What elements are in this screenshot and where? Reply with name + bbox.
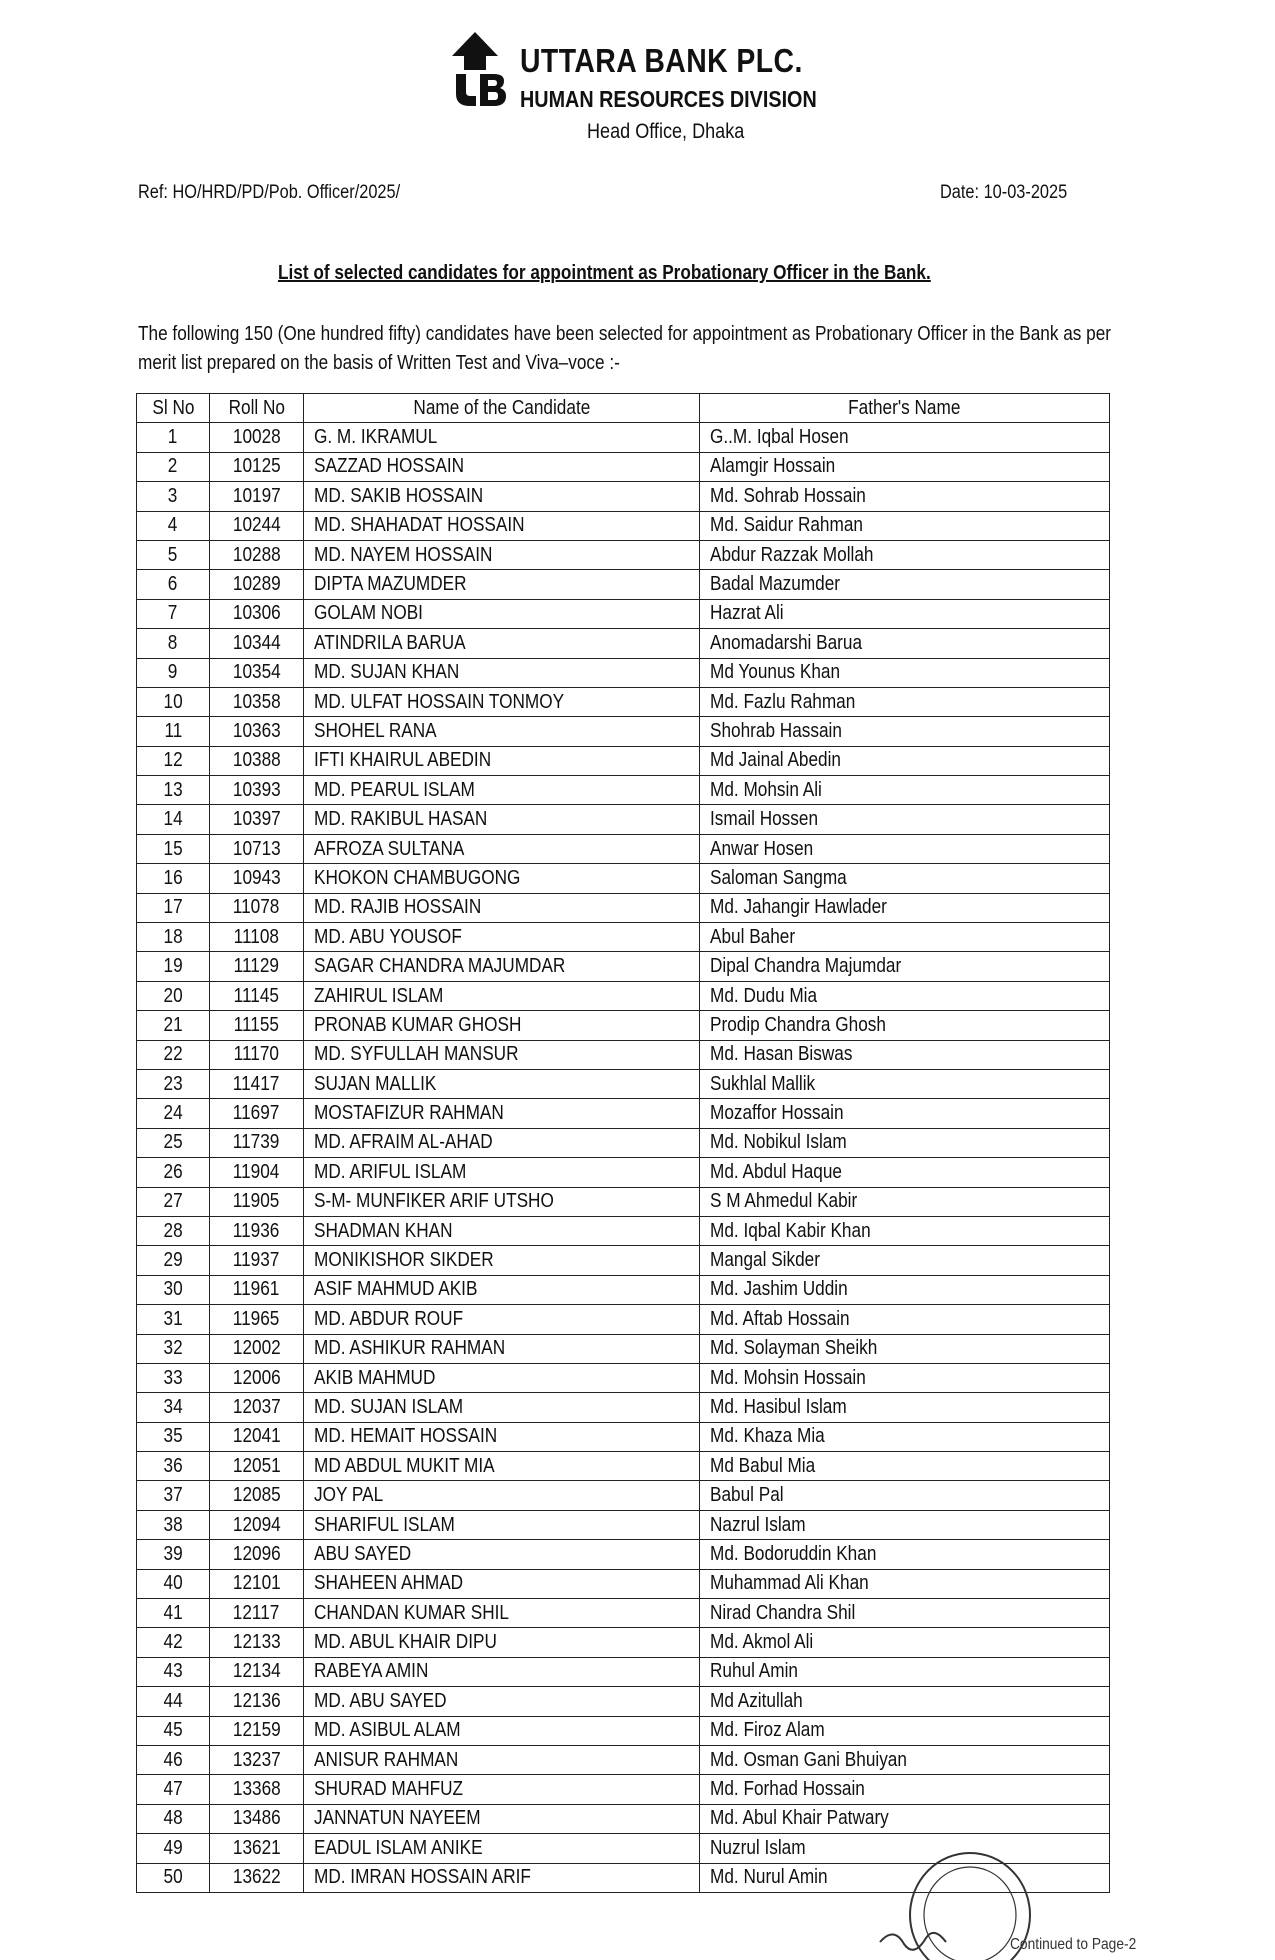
- division-name: HUMAN RESOURCES DIVISION: [520, 86, 817, 112]
- list-title: List of selected candidates for appointment as Probationary Officer in the Bank.: [278, 262, 931, 284]
- cell-roll-no: 11145: [210, 981, 304, 1010]
- cell-fathers-name: S M Ahmedul Kabir: [700, 1187, 1110, 1216]
- cell-roll-no: 10344: [210, 629, 304, 658]
- cell-roll-no: 10028: [210, 423, 304, 452]
- bank-logo-icon: [442, 30, 512, 108]
- table-row: [137, 687, 1110, 716]
- cell-candidate-name: MD. AFRAIM AL-AHAD: [304, 1128, 700, 1157]
- table-row: [137, 893, 1110, 922]
- table-row: [137, 1716, 1110, 1745]
- cell-fathers-name: Md. Osman Gani Bhuiyan: [700, 1745, 1110, 1774]
- cell-fathers-name: Md. Forhad Hossain: [700, 1775, 1110, 1804]
- cell-candidate-name: SHOHEL RANA: [304, 717, 700, 746]
- cell-fathers-name: Mozaffor Hossain: [700, 1099, 1110, 1128]
- table-row: [137, 1305, 1110, 1334]
- cell-sl-no: 35: [137, 1422, 210, 1451]
- cell-fathers-name: Md Jainal Abedin: [700, 746, 1110, 775]
- cell-candidate-name: MD ABDUL MUKIT MIA: [304, 1452, 700, 1481]
- table-row: [137, 717, 1110, 746]
- table-row: [137, 658, 1110, 687]
- cell-sl-no: 40: [137, 1569, 210, 1598]
- cell-sl-no: 29: [137, 1246, 210, 1275]
- cell-sl-no: 22: [137, 1040, 210, 1069]
- table-row: [137, 1569, 1110, 1598]
- cell-fathers-name: Dipal Chandra Majumdar: [700, 952, 1110, 981]
- cell-sl-no: 5: [137, 540, 210, 569]
- cell-fathers-name: Md Younus Khan: [700, 658, 1110, 687]
- intro-paragraph: The following 150 (One hundred fifty) candidates have been selected for appointment as Probationary Officer in the Bank as per merit list prepared on the basis of Written Test and Viva–voce :-: [138, 323, 1112, 374]
- table-row: [137, 746, 1110, 775]
- cell-roll-no: 10363: [210, 717, 304, 746]
- cell-sl-no: 12: [137, 746, 210, 775]
- cell-sl-no: 1: [137, 423, 210, 452]
- cell-candidate-name: AFROZA SULTANA: [304, 834, 700, 863]
- cell-sl-no: 49: [137, 1834, 210, 1863]
- cell-fathers-name: Mangal Sikder: [700, 1246, 1110, 1275]
- cell-roll-no: 12133: [210, 1628, 304, 1657]
- cell-fathers-name: G..M. Iqbal Hosen: [700, 423, 1110, 452]
- cell-fathers-name: Md. Sohrab Hossain: [700, 482, 1110, 511]
- cell-fathers-name: Md. Solayman Sheikh: [700, 1334, 1110, 1363]
- cell-sl-no: 50: [137, 1863, 210, 1892]
- table-row: [137, 1657, 1110, 1686]
- cell-candidate-name: MD. HEMAIT HOSSAIN: [304, 1422, 700, 1451]
- table-row: [137, 423, 1110, 452]
- cell-fathers-name: Sukhlal Mallik: [700, 1069, 1110, 1098]
- cell-sl-no: 43: [137, 1657, 210, 1686]
- header-fathers-name: Father's Name: [700, 394, 1110, 423]
- table-row: [137, 1510, 1110, 1539]
- cell-candidate-name: ABU SAYED: [304, 1540, 700, 1569]
- cell-fathers-name: Md. Bodoruddin Khan: [700, 1540, 1110, 1569]
- cell-roll-no: 11937: [210, 1246, 304, 1275]
- cell-sl-no: 48: [137, 1804, 210, 1833]
- cell-roll-no: 12041: [210, 1422, 304, 1451]
- cell-fathers-name: Md. Hasibul Islam: [700, 1393, 1110, 1422]
- table-row: [137, 1422, 1110, 1451]
- header-candidate-name: Name of the Candidate: [304, 394, 700, 423]
- table-row: [137, 1069, 1110, 1098]
- cell-candidate-name: IFTI KHAIRUL ABEDIN: [304, 746, 700, 775]
- cell-candidate-name: MD. ABDUR ROUF: [304, 1305, 700, 1334]
- table-row: [137, 776, 1110, 805]
- cell-roll-no: 12101: [210, 1569, 304, 1598]
- cell-candidate-name: MD. SUJAN KHAN: [304, 658, 700, 687]
- cell-sl-no: 44: [137, 1687, 210, 1716]
- cell-candidate-name: MD. ULFAT HOSSAIN TONMOY: [304, 687, 700, 716]
- cell-sl-no: 47: [137, 1775, 210, 1804]
- cell-candidate-name: SAGAR CHANDRA MAJUMDAR: [304, 952, 700, 981]
- cell-sl-no: 36: [137, 1452, 210, 1481]
- cell-roll-no: 12136: [210, 1687, 304, 1716]
- cell-fathers-name: Md. Iqbal Kabir Khan: [700, 1216, 1110, 1245]
- cell-roll-no: 12094: [210, 1510, 304, 1539]
- cell-sl-no: 14: [137, 805, 210, 834]
- table-row: [137, 1246, 1110, 1275]
- cell-candidate-name: MD. ABU SAYED: [304, 1687, 700, 1716]
- cell-sl-no: 34: [137, 1393, 210, 1422]
- cell-sl-no: 41: [137, 1599, 210, 1628]
- cell-sl-no: 27: [137, 1187, 210, 1216]
- table-row: [137, 805, 1110, 834]
- table-row: [137, 864, 1110, 893]
- cell-roll-no: 10197: [210, 482, 304, 511]
- cell-candidate-name: MD. ASIBUL ALAM: [304, 1716, 700, 1745]
- table-row: [137, 834, 1110, 863]
- cell-fathers-name: Abdur Razzak Mollah: [700, 540, 1110, 569]
- cell-sl-no: 15: [137, 834, 210, 863]
- cell-sl-no: 13: [137, 776, 210, 805]
- cell-roll-no: 13486: [210, 1804, 304, 1833]
- table-row: [137, 1275, 1110, 1304]
- cell-fathers-name: Md. Nurul Amin: [700, 1863, 1110, 1892]
- table-row: [137, 452, 1110, 481]
- cell-sl-no: 23: [137, 1069, 210, 1098]
- cell-sl-no: 18: [137, 923, 210, 952]
- table-row: [137, 1687, 1110, 1716]
- table-row: [137, 1158, 1110, 1187]
- cell-candidate-name: SAZZAD HOSSAIN: [304, 452, 700, 481]
- cell-fathers-name: Badal Mazumder: [700, 570, 1110, 599]
- cell-candidate-name: ZAHIRUL ISLAM: [304, 981, 700, 1010]
- cell-fathers-name: Md. Jashim Uddin: [700, 1275, 1110, 1304]
- cell-roll-no: 11965: [210, 1305, 304, 1334]
- cell-candidate-name: MD. ABU YOUSOF: [304, 923, 700, 952]
- cell-candidate-name: ASIF MAHMUD AKIB: [304, 1275, 700, 1304]
- header-sl-no: Sl No: [137, 394, 210, 423]
- cell-fathers-name: Md. Abul Khair Patwary: [700, 1804, 1110, 1833]
- cell-roll-no: 13368: [210, 1775, 304, 1804]
- cell-candidate-name: RABEYA AMIN: [304, 1657, 700, 1686]
- cell-sl-no: 39: [137, 1540, 210, 1569]
- cell-roll-no: 10713: [210, 834, 304, 863]
- cell-candidate-name: G. M. IKRAMUL: [304, 423, 700, 452]
- cell-roll-no: 11155: [210, 1011, 304, 1040]
- cell-sl-no: 7: [137, 599, 210, 628]
- cell-fathers-name: Nuzrul Islam: [700, 1834, 1110, 1863]
- cell-sl-no: 16: [137, 864, 210, 893]
- cell-roll-no: 12002: [210, 1334, 304, 1363]
- cell-roll-no: 10388: [210, 746, 304, 775]
- table-row: [137, 1040, 1110, 1069]
- cell-roll-no: 11108: [210, 923, 304, 952]
- cell-candidate-name: ATINDRILA BARUA: [304, 629, 700, 658]
- cell-sl-no: 9: [137, 658, 210, 687]
- cell-roll-no: 10397: [210, 805, 304, 834]
- table-row: [137, 1363, 1110, 1392]
- cell-candidate-name: MD. ARIFUL ISLAM: [304, 1158, 700, 1187]
- cell-fathers-name: Md. Saidur Rahman: [700, 511, 1110, 540]
- cell-roll-no: 12096: [210, 1540, 304, 1569]
- cell-fathers-name: Abul Baher: [700, 923, 1110, 952]
- cell-roll-no: 10289: [210, 570, 304, 599]
- table-row: [137, 1393, 1110, 1422]
- cell-roll-no: 13622: [210, 1863, 304, 1892]
- table-row: [137, 1540, 1110, 1569]
- cell-candidate-name: SHAHEEN AHMAD: [304, 1569, 700, 1598]
- cell-fathers-name: Anomadarshi Barua: [700, 629, 1110, 658]
- cell-candidate-name: AKIB MAHMUD: [304, 1363, 700, 1392]
- candidates-table-body: [137, 423, 1110, 1893]
- cell-fathers-name: Md. Hasan Biswas: [700, 1040, 1110, 1069]
- cell-sl-no: 20: [137, 981, 210, 1010]
- cell-candidate-name: MD. RAKIBUL HASAN: [304, 805, 700, 834]
- table-row: [137, 570, 1110, 599]
- cell-candidate-name: JANNATUN NAYEEM: [304, 1804, 700, 1833]
- cell-roll-no: 11905: [210, 1187, 304, 1216]
- cell-sl-no: 4: [137, 511, 210, 540]
- cell-fathers-name: Md Azitullah: [700, 1687, 1110, 1716]
- cell-candidate-name: MOSTAFIZUR RAHMAN: [304, 1099, 700, 1128]
- cell-fathers-name: Shohrab Hassain: [700, 717, 1110, 746]
- cell-roll-no: 12117: [210, 1599, 304, 1628]
- cell-sl-no: 8: [137, 629, 210, 658]
- cell-roll-no: 11417: [210, 1069, 304, 1098]
- cell-candidate-name: MD. SAKIB HOSSAIN: [304, 482, 700, 511]
- cell-roll-no: 11078: [210, 893, 304, 922]
- table-row: [137, 952, 1110, 981]
- cell-fathers-name: Md. Firoz Alam: [700, 1716, 1110, 1745]
- table-row: [137, 482, 1110, 511]
- cell-roll-no: 11170: [210, 1040, 304, 1069]
- cell-candidate-name: MD. ASHIKUR RAHMAN: [304, 1334, 700, 1363]
- cell-sl-no: 11: [137, 717, 210, 746]
- cell-fathers-name: Md. Khaza Mia: [700, 1422, 1110, 1451]
- cell-candidate-name: MD. SYFULLAH MANSUR: [304, 1040, 700, 1069]
- cell-sl-no: 6: [137, 570, 210, 599]
- cell-sl-no: 3: [137, 482, 210, 511]
- cell-fathers-name: Md. Mohsin Ali: [700, 776, 1110, 805]
- cell-candidate-name: PRONAB KUMAR GHOSH: [304, 1011, 700, 1040]
- cell-sl-no: 37: [137, 1481, 210, 1510]
- table-row: [137, 599, 1110, 628]
- table-row: [137, 923, 1110, 952]
- table-row: [137, 1599, 1110, 1628]
- cell-roll-no: 12006: [210, 1363, 304, 1392]
- cell-candidate-name: GOLAM NOBI: [304, 599, 700, 628]
- bank-name: UTTARA BANK PLC.: [520, 42, 803, 79]
- cell-sl-no: 32: [137, 1334, 210, 1363]
- table-header-row: [137, 394, 1110, 423]
- cell-fathers-name: Nirad Chandra Shil: [700, 1599, 1110, 1628]
- cell-roll-no: 10306: [210, 599, 304, 628]
- continued-note: Continued to Page-2: [1010, 1936, 1137, 1953]
- cell-fathers-name: Hazrat Ali: [700, 599, 1110, 628]
- cell-sl-no: 25: [137, 1128, 210, 1157]
- cell-sl-no: 17: [137, 893, 210, 922]
- table-row: [137, 981, 1110, 1010]
- reference-number: Ref: HO/HRD/PD/Pob. Officer/2025/: [138, 182, 401, 203]
- cell-roll-no: 12051: [210, 1452, 304, 1481]
- cell-candidate-name: MD. IMRAN HOSSAIN ARIF: [304, 1863, 700, 1892]
- cell-fathers-name: Md. Mohsin Hossain: [700, 1363, 1110, 1392]
- cell-sl-no: 31: [137, 1305, 210, 1334]
- cell-roll-no: 11961: [210, 1275, 304, 1304]
- cell-roll-no: 12085: [210, 1481, 304, 1510]
- table-row: [137, 1775, 1110, 1804]
- cell-fathers-name: Md. Akmol Ali: [700, 1628, 1110, 1657]
- cell-candidate-name: MD. SUJAN ISLAM: [304, 1393, 700, 1422]
- cell-fathers-name: Babul Pal: [700, 1481, 1110, 1510]
- table-row: [137, 1334, 1110, 1363]
- cell-sl-no: 24: [137, 1099, 210, 1128]
- cell-sl-no: 33: [137, 1363, 210, 1392]
- cell-roll-no: 13621: [210, 1834, 304, 1863]
- cell-fathers-name: Md. Abdul Haque: [700, 1158, 1110, 1187]
- cell-sl-no: 21: [137, 1011, 210, 1040]
- table-row: [137, 1011, 1110, 1040]
- cell-candidate-name: EADUL ISLAM ANIKE: [304, 1834, 700, 1863]
- cell-candidate-name: JOY PAL: [304, 1481, 700, 1510]
- header-roll-no: Roll No: [210, 394, 304, 423]
- cell-fathers-name: Prodip Chandra Ghosh: [700, 1011, 1110, 1040]
- cell-roll-no: 10358: [210, 687, 304, 716]
- cell-roll-no: 12159: [210, 1716, 304, 1745]
- cell-fathers-name: Md. Dudu Mia: [700, 981, 1110, 1010]
- cell-roll-no: 10943: [210, 864, 304, 893]
- table-row: [137, 1099, 1110, 1128]
- table-row: [137, 1216, 1110, 1245]
- cell-fathers-name: Md. Jahangir Hawlader: [700, 893, 1110, 922]
- cell-fathers-name: Saloman Sangma: [700, 864, 1110, 893]
- cell-candidate-name: MD. ABUL KHAIR DIPU: [304, 1628, 700, 1657]
- cell-candidate-name: MD. NAYEM HOSSAIN: [304, 540, 700, 569]
- table-row: [137, 1745, 1110, 1774]
- cell-candidate-name: S-M- MUNFIKER ARIF UTSHO: [304, 1187, 700, 1216]
- cell-sl-no: 28: [137, 1216, 210, 1245]
- cell-candidate-name: MONIKISHOR SIKDER: [304, 1246, 700, 1275]
- letterhead: [0, 30, 1275, 150]
- table-row: [137, 1452, 1110, 1481]
- office-location: Head Office, Dhaka: [587, 120, 745, 143]
- cell-roll-no: 11739: [210, 1128, 304, 1157]
- letter-date: Date: 10-03-2025: [940, 182, 1068, 203]
- cell-roll-no: 11904: [210, 1158, 304, 1187]
- cell-fathers-name: Md. Nobikul Islam: [700, 1128, 1110, 1157]
- cell-candidate-name: MD. PEARUL ISLAM: [304, 776, 700, 805]
- cell-fathers-name: Md. Fazlu Rahman: [700, 687, 1110, 716]
- cell-sl-no: 26: [137, 1158, 210, 1187]
- cell-roll-no: 13237: [210, 1745, 304, 1774]
- cell-sl-no: 45: [137, 1716, 210, 1745]
- cell-candidate-name: SHARIFUL ISLAM: [304, 1510, 700, 1539]
- table-row: [137, 1187, 1110, 1216]
- cell-fathers-name: Ismail Hossen: [700, 805, 1110, 834]
- cell-roll-no: 12037: [210, 1393, 304, 1422]
- table-row: [137, 1628, 1110, 1657]
- table-row: [137, 511, 1110, 540]
- cell-roll-no: 10125: [210, 452, 304, 481]
- cell-sl-no: 38: [137, 1510, 210, 1539]
- cell-candidate-name: DIPTA MAZUMDER: [304, 570, 700, 599]
- cell-candidate-name: SHADMAN KHAN: [304, 1216, 700, 1245]
- table-row: [137, 629, 1110, 658]
- cell-roll-no: 11936: [210, 1216, 304, 1245]
- cell-fathers-name: Md Babul Mia: [700, 1452, 1110, 1481]
- cell-roll-no: 10244: [210, 511, 304, 540]
- cell-candidate-name: CHANDAN KUMAR SHIL: [304, 1599, 700, 1628]
- cell-fathers-name: Ruhul Amin: [700, 1657, 1110, 1686]
- cell-sl-no: 30: [137, 1275, 210, 1304]
- cell-roll-no: 11697: [210, 1099, 304, 1128]
- cell-candidate-name: MD. RAJIB HOSSAIN: [304, 893, 700, 922]
- table-row: [137, 1128, 1110, 1157]
- cell-roll-no: 11129: [210, 952, 304, 981]
- cell-fathers-name: Nazrul Islam: [700, 1510, 1110, 1539]
- cell-sl-no: 19: [137, 952, 210, 981]
- cell-candidate-name: KHOKON CHAMBUGONG: [304, 864, 700, 893]
- table-row: [137, 1481, 1110, 1510]
- cell-candidate-name: MD. SHAHADAT HOSSAIN: [304, 511, 700, 540]
- cell-roll-no: 10354: [210, 658, 304, 687]
- cell-sl-no: 10: [137, 687, 210, 716]
- candidates-table: [136, 393, 1110, 1893]
- cell-roll-no: 12134: [210, 1657, 304, 1686]
- cell-fathers-name: Md. Aftab Hossain: [700, 1305, 1110, 1334]
- cell-candidate-name: SUJAN MALLIK: [304, 1069, 700, 1098]
- cell-roll-no: 10393: [210, 776, 304, 805]
- cell-sl-no: 2: [137, 452, 210, 481]
- cell-candidate-name: ANISUR RAHMAN: [304, 1745, 700, 1774]
- cell-roll-no: 10288: [210, 540, 304, 569]
- table-row: [137, 540, 1110, 569]
- cell-fathers-name: Alamgir Hossain: [700, 452, 1110, 481]
- cell-sl-no: 46: [137, 1745, 210, 1774]
- cell-candidate-name: SHURAD MAHFUZ: [304, 1775, 700, 1804]
- cell-fathers-name: Anwar Hosen: [700, 834, 1110, 863]
- cell-sl-no: 42: [137, 1628, 210, 1657]
- cell-fathers-name: Muhammad Ali Khan: [700, 1569, 1110, 1598]
